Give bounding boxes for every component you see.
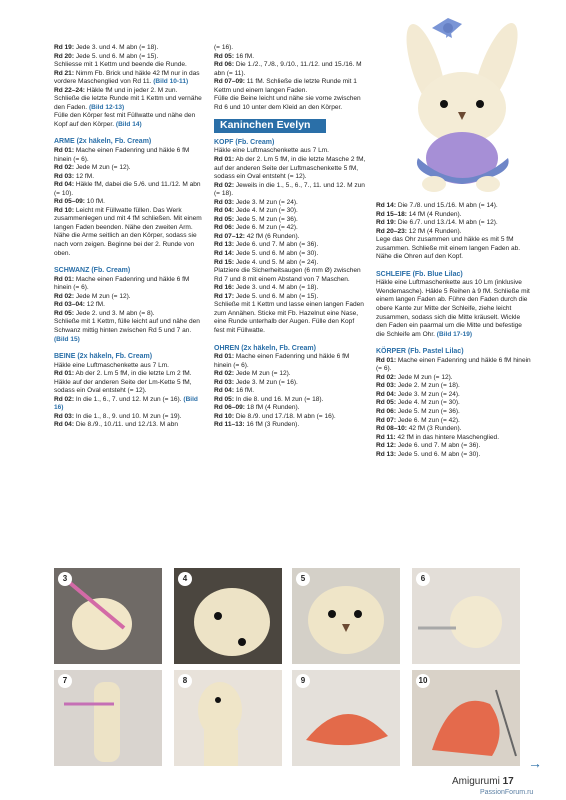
instruction-line — [54, 112, 204, 129]
instruction-text: Häkle eine Luftmaschenkette aus 7 Lm. — [54, 361, 169, 369]
instruction-text: Jede M zun (= 12). — [396, 373, 453, 381]
round-label: Rd 06: — [214, 224, 235, 232]
section-title: OHREN — [214, 344, 240, 352]
instruction-text: Jede 4. und 5. M abn (= 24). — [234, 258, 319, 266]
round-label: Rd 02: — [54, 164, 75, 172]
instruction-text: Mache einen Fadenring und häkle 6 fM hinein (= 6). — [54, 147, 190, 163]
instruction-line — [54, 198, 204, 207]
instruction-line — [54, 362, 204, 371]
round-label: Rd 04: — [214, 207, 235, 215]
instruction-line — [376, 434, 532, 443]
instruction-text: Jede 6. und 7. M abn (= 36). — [234, 241, 319, 249]
photo-number: 7 — [58, 674, 72, 688]
instruction-line — [214, 421, 366, 430]
step-photo-9 — [292, 670, 400, 766]
round-label: Rd 07: — [376, 416, 397, 424]
round-label: Rd 05–09: — [54, 198, 85, 206]
instruction-text: Jede 5. M zun (= 36). — [234, 215, 298, 223]
section-heading — [376, 348, 532, 357]
photo-number: 5 — [296, 572, 310, 586]
instruction-text: Jede 4. M zun (= 30). — [396, 399, 460, 407]
instruction-text: 10 fM. — [84, 198, 105, 206]
photo-number: 4 — [178, 572, 192, 586]
instruction-line — [376, 374, 532, 383]
round-label: Rd 13: — [376, 450, 397, 458]
instruction-line — [376, 219, 532, 228]
round-label: Rd 15–18: — [376, 210, 407, 218]
round-label: Rd 01: — [54, 275, 75, 283]
instruction-text: 18 fM (4 Runden). — [244, 404, 300, 412]
round-label: Rd 05: — [54, 309, 75, 317]
round-label: Rd 20: — [54, 52, 75, 60]
instruction-line — [214, 396, 366, 405]
round-label: Rd 03: — [54, 172, 75, 180]
instruction-line — [376, 228, 532, 237]
instruction-line — [214, 147, 366, 156]
instruction-line — [54, 164, 204, 173]
round-label: Rd 05: — [214, 215, 235, 223]
instruction-text: Leicht mit Füllwatte füllen. Das Werk zusammenlegen und mit 4 fM schließen. Mit einem langen Faden beenden. Nähe den zweiten Arm. Nähe die Arme seitlich an den Körper, sodass sie nach vorn zeigen. Beginne bei der 2. Runde von oben. — [54, 206, 202, 257]
pattern-section — [54, 44, 204, 129]
instruction-line — [214, 95, 366, 112]
instruction-line — [54, 44, 204, 53]
pattern-section — [214, 345, 366, 430]
instruction-text: Ab der 2. Lm 5 fM, in die letzte Lm 2 fM. Häkle auf der anderen Seite der Lm-Kette 5 fM, sodass ein Oval entsteht (= 12). — [54, 370, 192, 395]
instruction-text: Platziere die Sicherheitsaugen (6 mm Ø) zwischen Rd 7 und 8 mit einem Abstand von 7 Maschen. — [214, 267, 361, 283]
section-heading — [54, 353, 204, 362]
instruction-line — [54, 310, 204, 319]
section-title: BEINE — [54, 353, 76, 361]
kopf-ohren-sections — [214, 139, 366, 430]
section-heading — [214, 345, 366, 354]
bunny-photo — [374, 8, 544, 198]
round-label: Rd 04: — [54, 181, 75, 189]
instruction-line — [214, 413, 366, 422]
instruction-text: Die 1./2., 7./8., 9./10., 11./12. und 15./16. M abn (= 11). — [214, 61, 362, 77]
image-reference: (Bild 17-19) — [436, 330, 473, 338]
round-label: Rd 12: — [376, 442, 397, 450]
instruction-line — [214, 216, 366, 225]
round-label: Rd 08–10: — [376, 425, 407, 433]
round-label: Rd 14: — [214, 250, 235, 258]
round-label: Rd 16: — [214, 284, 235, 292]
instruction-text: Die 6./7. und 13./14. M abn (= 12). — [396, 219, 498, 227]
section-title: SCHWANZ — [54, 267, 90, 275]
instruction-text: Häkle eine Luftmaschenkette aus 7 Lm. — [214, 147, 329, 155]
pattern-section — [376, 202, 532, 262]
step-photo-4 — [174, 568, 282, 664]
instruction-text: 11 fM. Schließe die letzte Runde mit 1 Kettm und einem langen Faden. — [214, 78, 357, 94]
round-label: Rd 03: — [214, 198, 235, 206]
column-2 — [214, 44, 366, 430]
instruction-text: Jede 3. und 4. M abn (= 18). — [74, 44, 159, 51]
yarn-color: (2x häkeln, Fb. Cream) — [75, 353, 153, 361]
instruction-line — [54, 421, 204, 430]
instruction-line — [214, 199, 366, 208]
round-label: Rd 21: — [54, 69, 75, 77]
step-photo-10 — [412, 670, 520, 766]
instruction-text: Jede 2. und 3. M abn (= 8). — [74, 309, 155, 317]
instruction-line — [54, 173, 204, 182]
photo-number: 8 — [178, 674, 192, 688]
round-label: Rd 19: — [376, 219, 397, 227]
instruction-line — [376, 399, 532, 408]
yarn-color: (2x häkeln, Fb. Cream) — [239, 344, 316, 352]
round-label: Rd 05: — [214, 52, 235, 60]
step-photo-3 — [54, 568, 162, 664]
instruction-text: Jede 4. M zun (= 30). — [234, 207, 298, 215]
instruction-line — [214, 370, 366, 379]
instruction-text: Ab der 2. Lm 5 fM, in die letzte Masche 2 fM, auf der anderen Seite der Luftmaschenkette 5 fM, sodass ein Oval entsteht (= 12). — [214, 156, 366, 181]
instruction-line — [376, 382, 532, 391]
instruction-text: Mache einen Fadenring und häkle 6 fM hinein (= 6). — [214, 353, 350, 369]
round-label: Rd 03: — [376, 382, 397, 390]
instruction-text: Häkle fM und in jeder 2. M zun. Schließe die letzte Runde mit 1 Kettm und vernähe den Faden. — [54, 86, 202, 111]
step-photo-6 — [412, 568, 520, 664]
round-label: Rd 03: — [214, 378, 235, 386]
instruction-line — [214, 207, 366, 216]
round-label: Rd 13: — [214, 241, 235, 249]
instruction-line — [214, 182, 366, 199]
instruction-line — [54, 181, 204, 198]
instruction-text: Jede 6. M zun (= 42). — [396, 416, 460, 424]
instruction-text: 12 fM. — [74, 172, 95, 180]
instruction-line — [214, 267, 366, 284]
instruction-line — [214, 284, 366, 293]
instruction-text: Jede 6. M zun (= 42). — [234, 224, 298, 232]
section-title: KÖRPER — [376, 348, 406, 356]
round-label: Rd 01: — [214, 156, 235, 164]
instruction-line — [376, 451, 532, 460]
round-label: Rd 22–24: — [54, 86, 85, 94]
step-photo-5 — [292, 568, 400, 664]
instruction-text: Häkle eine Luftmaschenkette aus 10 Lm (inklusive Wendemasche). Häkle 5 Reihen à 9 fM. Schließe mit einem langen Faden ab. Führe den Faden durch die obere Kante zur Mitte der Schleife, ziehe leicht zusammen, sodass sich die Mitte kräuselt. Wickle den Faden ein paarmal um die Mitte und befestige die Schleife am Ohr. — [376, 279, 530, 338]
round-label: Rd 06: — [376, 408, 397, 416]
instruction-line — [214, 78, 366, 95]
section-title: KOPF — [214, 138, 234, 146]
round-label: Rd 15: — [214, 258, 235, 266]
round-label: Rd 10: — [214, 412, 235, 420]
instruction-line — [376, 391, 532, 400]
instruction-line — [376, 279, 532, 339]
instruction-line — [214, 293, 366, 302]
round-label: Rd 14: — [376, 202, 397, 209]
image-reference: (Bild 12-13) — [88, 103, 125, 111]
instruction-line — [54, 207, 204, 258]
instruction-text: Mache einen Fadenring und häkle 6 fM hinein (= 6). — [54, 275, 190, 292]
round-label: Rd 20–23: — [376, 227, 407, 235]
yarn-color: (Fb. Cream) — [233, 138, 275, 146]
instruction-line — [376, 211, 532, 220]
instruction-line — [54, 318, 204, 344]
section-banner: Kaninchen Evelyn — [214, 119, 326, 133]
round-label: Rd 02: — [54, 395, 75, 403]
instruction-text: 42 fM (6 Runden). — [244, 232, 300, 240]
instruction-text: Jede 3. M zun (= 16). — [234, 378, 298, 386]
instruction-text: Jede 3. M zun (= 24). — [234, 198, 298, 206]
round-label: Rd 03: — [54, 412, 75, 420]
page-number: 17 — [502, 776, 514, 787]
instruction-text: Schließe mit 1 Kettm, fülle leicht auf und nähe den Schwanz mittig hinten zwischen Rd 5 und 7 an. — [54, 318, 200, 334]
instruction-text: 16 fM (3 Runden). — [244, 421, 300, 429]
instruction-text: (= 16). — [214, 44, 234, 51]
instruction-line — [214, 404, 366, 413]
round-label: Rd 07–12: — [214, 232, 245, 240]
round-label: Rd 01: — [54, 147, 75, 155]
instruction-text: Jede 6. und 7. M abn (= 36). — [396, 442, 481, 450]
round-label: Rd 11–13: — [214, 421, 245, 429]
footer-brand: Amigurumi — [452, 776, 500, 787]
round-label: Rd 05: — [376, 399, 397, 407]
photo-number: 9 — [296, 674, 310, 688]
instruction-line — [376, 357, 532, 374]
round-label: Rd 04: — [376, 390, 397, 398]
instruction-text: Die 8./9. und 17./18. M abn (= 16). — [234, 412, 336, 420]
yarn-color: (2x häkeln, Fb. Cream) — [74, 138, 152, 146]
instruction-line — [214, 61, 366, 78]
instruction-line — [54, 301, 204, 310]
round-label: Rd 06–09: — [214, 404, 245, 412]
instruction-text: Jede 3. und 4. M abn (= 18). — [234, 284, 319, 292]
pattern-section — [376, 348, 532, 459]
instruction-text: Jede 5. und 6. M abn (= 30). — [396, 450, 481, 458]
round-label: Rd 04: — [54, 421, 75, 429]
instruction-text: Jede 5. M zun (= 36). — [396, 408, 460, 416]
instruction-text: Jede M zun (= 12). — [234, 370, 291, 378]
instruction-text: Jede 5. und 6. M abn (= 30). — [234, 250, 319, 258]
instruction-text: Jede 5. und 6. M abn (= 15). — [234, 292, 319, 300]
round-label: Rd 10: — [54, 206, 75, 214]
round-label: Rd 01: — [376, 356, 397, 364]
pattern-section — [214, 139, 366, 336]
round-label: Rd 02: — [54, 292, 75, 300]
instruction-line — [376, 236, 532, 262]
instruction-line — [54, 293, 204, 302]
pattern-section — [54, 267, 204, 344]
step-photo-8 — [174, 670, 282, 766]
section-title: SCHLEIFE — [376, 270, 411, 278]
yarn-color: (Fb. Cream) — [89, 267, 131, 275]
round-label: Rd 02: — [214, 181, 235, 189]
column-3 — [376, 202, 532, 459]
image-reference: (Bild 16) — [54, 395, 198, 412]
instruction-text: 42 fM (3 Runden). — [406, 425, 462, 433]
section-heading — [54, 138, 204, 147]
round-label: Rd 01: — [54, 370, 75, 378]
instruction-text: Lege das Ohr zusammen und häkle es mit 5 fM zusammen. Schließe mit einem langen Faden ab. Nähe die Ohren auf den Kopf. — [376, 236, 521, 261]
instruction-text: Jede M zun (= 12). — [74, 292, 131, 300]
round-label: Rd 02: — [376, 373, 397, 381]
instruction-text: Jede 5. und 6. M abn (= 15). — [74, 52, 159, 60]
instruction-line — [54, 147, 204, 164]
step-photo-7 — [54, 670, 162, 766]
instruction-text: Häkle fM, dabei die 5./6. und 11./12. M abn (= 10). — [54, 181, 201, 197]
instruction-line — [214, 259, 366, 268]
yarn-color: (Fb. Blue Lilac) — [410, 270, 463, 278]
image-reference: (Bild 10-11) — [153, 78, 189, 86]
instruction-line — [54, 61, 204, 70]
instruction-text: Jede 2. M zun (= 18). — [396, 382, 460, 390]
round-label: Rd 01: — [214, 353, 235, 361]
instruction-line — [214, 224, 366, 233]
instruction-line — [376, 442, 532, 451]
instruction-text: 16 fM. — [234, 387, 255, 395]
instruction-text: Schließe mit 1 Kettm und lasse einen langen Faden zum Annähen. Sticke mit Fb. Hazelnut eine Nase, eine Runde unterhalb der Augen. Fülle den Kopf fest mit Füllwatte. — [214, 301, 364, 334]
round-label: Rd 05: — [214, 395, 235, 403]
photo-number: 10 — [416, 674, 430, 688]
instruction-line — [214, 353, 366, 370]
instruction-line — [54, 413, 204, 422]
instruction-line — [214, 387, 366, 396]
instruction-text: Schliesse mit 1 Kettm und beende die Runde. — [54, 61, 187, 69]
instruction-text: Jeweils in die 1., 5., 6., 7., 11. und 12. M zun (= 18). — [214, 181, 365, 198]
instruction-line — [214, 233, 366, 242]
instruction-line — [376, 425, 532, 434]
photo-number: 3 — [58, 572, 72, 586]
pattern-section — [54, 138, 204, 258]
instruction-text: Mache einen Fadenring und häkle 6 fM hinein (= 6). — [376, 356, 531, 373]
instruction-text: Jede 3. M zun (= 24). — [396, 390, 460, 398]
watermark: PassionForum.ru — [480, 789, 534, 796]
instruction-line — [214, 44, 366, 53]
round-label: Rd 07–09: — [214, 78, 245, 86]
round-label: Rd 04: — [214, 387, 235, 395]
round-label: Rd 02: — [214, 370, 235, 378]
instruction-text: 12 fM (4 Runden). — [406, 227, 462, 235]
instruction-line — [54, 276, 204, 293]
instruction-text: Die 8./9., 10./11. und 12./13. M abn — [74, 421, 178, 429]
instruction-line — [214, 301, 366, 335]
round-label: Rd 11: — [376, 433, 396, 441]
beine-continued — [214, 44, 366, 112]
instruction-text: Jede M zun (= 12). — [74, 164, 131, 172]
instruction-line — [214, 241, 366, 250]
pattern-section — [376, 271, 532, 339]
instruction-line — [54, 396, 204, 413]
image-reference: (Bild 15) — [54, 335, 80, 343]
instruction-line — [54, 370, 204, 396]
next-page-arrow-icon: → — [528, 755, 542, 771]
round-label: Rd 03–04: — [54, 301, 85, 309]
instruction-text: 16 fM. — [234, 52, 255, 60]
instruction-line — [214, 379, 366, 388]
instruction-line — [54, 53, 204, 62]
pattern-section — [54, 353, 204, 430]
instruction-line — [376, 417, 532, 426]
instruction-line — [54, 70, 204, 87]
instruction-line — [54, 87, 204, 113]
section-title: ARME — [54, 138, 75, 146]
round-label: Rd 06: — [214, 61, 235, 69]
instruction-text: 12 fM. — [84, 301, 105, 309]
instruction-line — [214, 53, 366, 62]
instruction-text: In die 1., 6., 7. und 12. M zun (= 16). — [74, 395, 184, 403]
instruction-text: Nimm Fb. Brick und häkle 42 fM nur in das vordere Maschenglied von Rd 11. — [54, 69, 200, 86]
instruction-text: In die 1., 8., 9. und 10. M zun (= 19). — [74, 412, 182, 420]
page-footer — [452, 776, 514, 787]
round-label: Rd 17: — [214, 292, 235, 300]
yarn-color: (Fb. Pastel Lilac) — [405, 348, 464, 356]
instruction-line — [214, 156, 366, 182]
instruction-text: Die 7./8. und 15./16. M abn (= 14). — [396, 202, 498, 209]
instruction-text: 42 fM in das hintere Maschenglied. — [395, 433, 500, 441]
column-1 — [54, 44, 204, 430]
instruction-line — [376, 408, 532, 417]
instruction-text: Fülle die Beine leicht und nähe sie vorne zwischen Rd 6 und 10 unter dem Kleid an den Körper. — [214, 95, 361, 111]
photo-number: 6 — [416, 572, 430, 586]
instruction-text: Fülle den Körper fest mit Füllwatte und nähe den Kopf auf den Körper. — [54, 112, 196, 128]
instruction-text: In die 8. und 16. M zun (= 18). — [234, 395, 324, 403]
instruction-text: 14 fM (4 Runden). — [406, 210, 462, 218]
instruction-line — [376, 202, 532, 211]
section-heading — [376, 271, 532, 280]
round-label: Rd 19: — [54, 44, 75, 51]
instruction-line — [214, 250, 366, 259]
section-heading — [214, 139, 366, 148]
image-reference: (Bild 14) — [115, 120, 142, 128]
section-heading — [54, 267, 204, 276]
